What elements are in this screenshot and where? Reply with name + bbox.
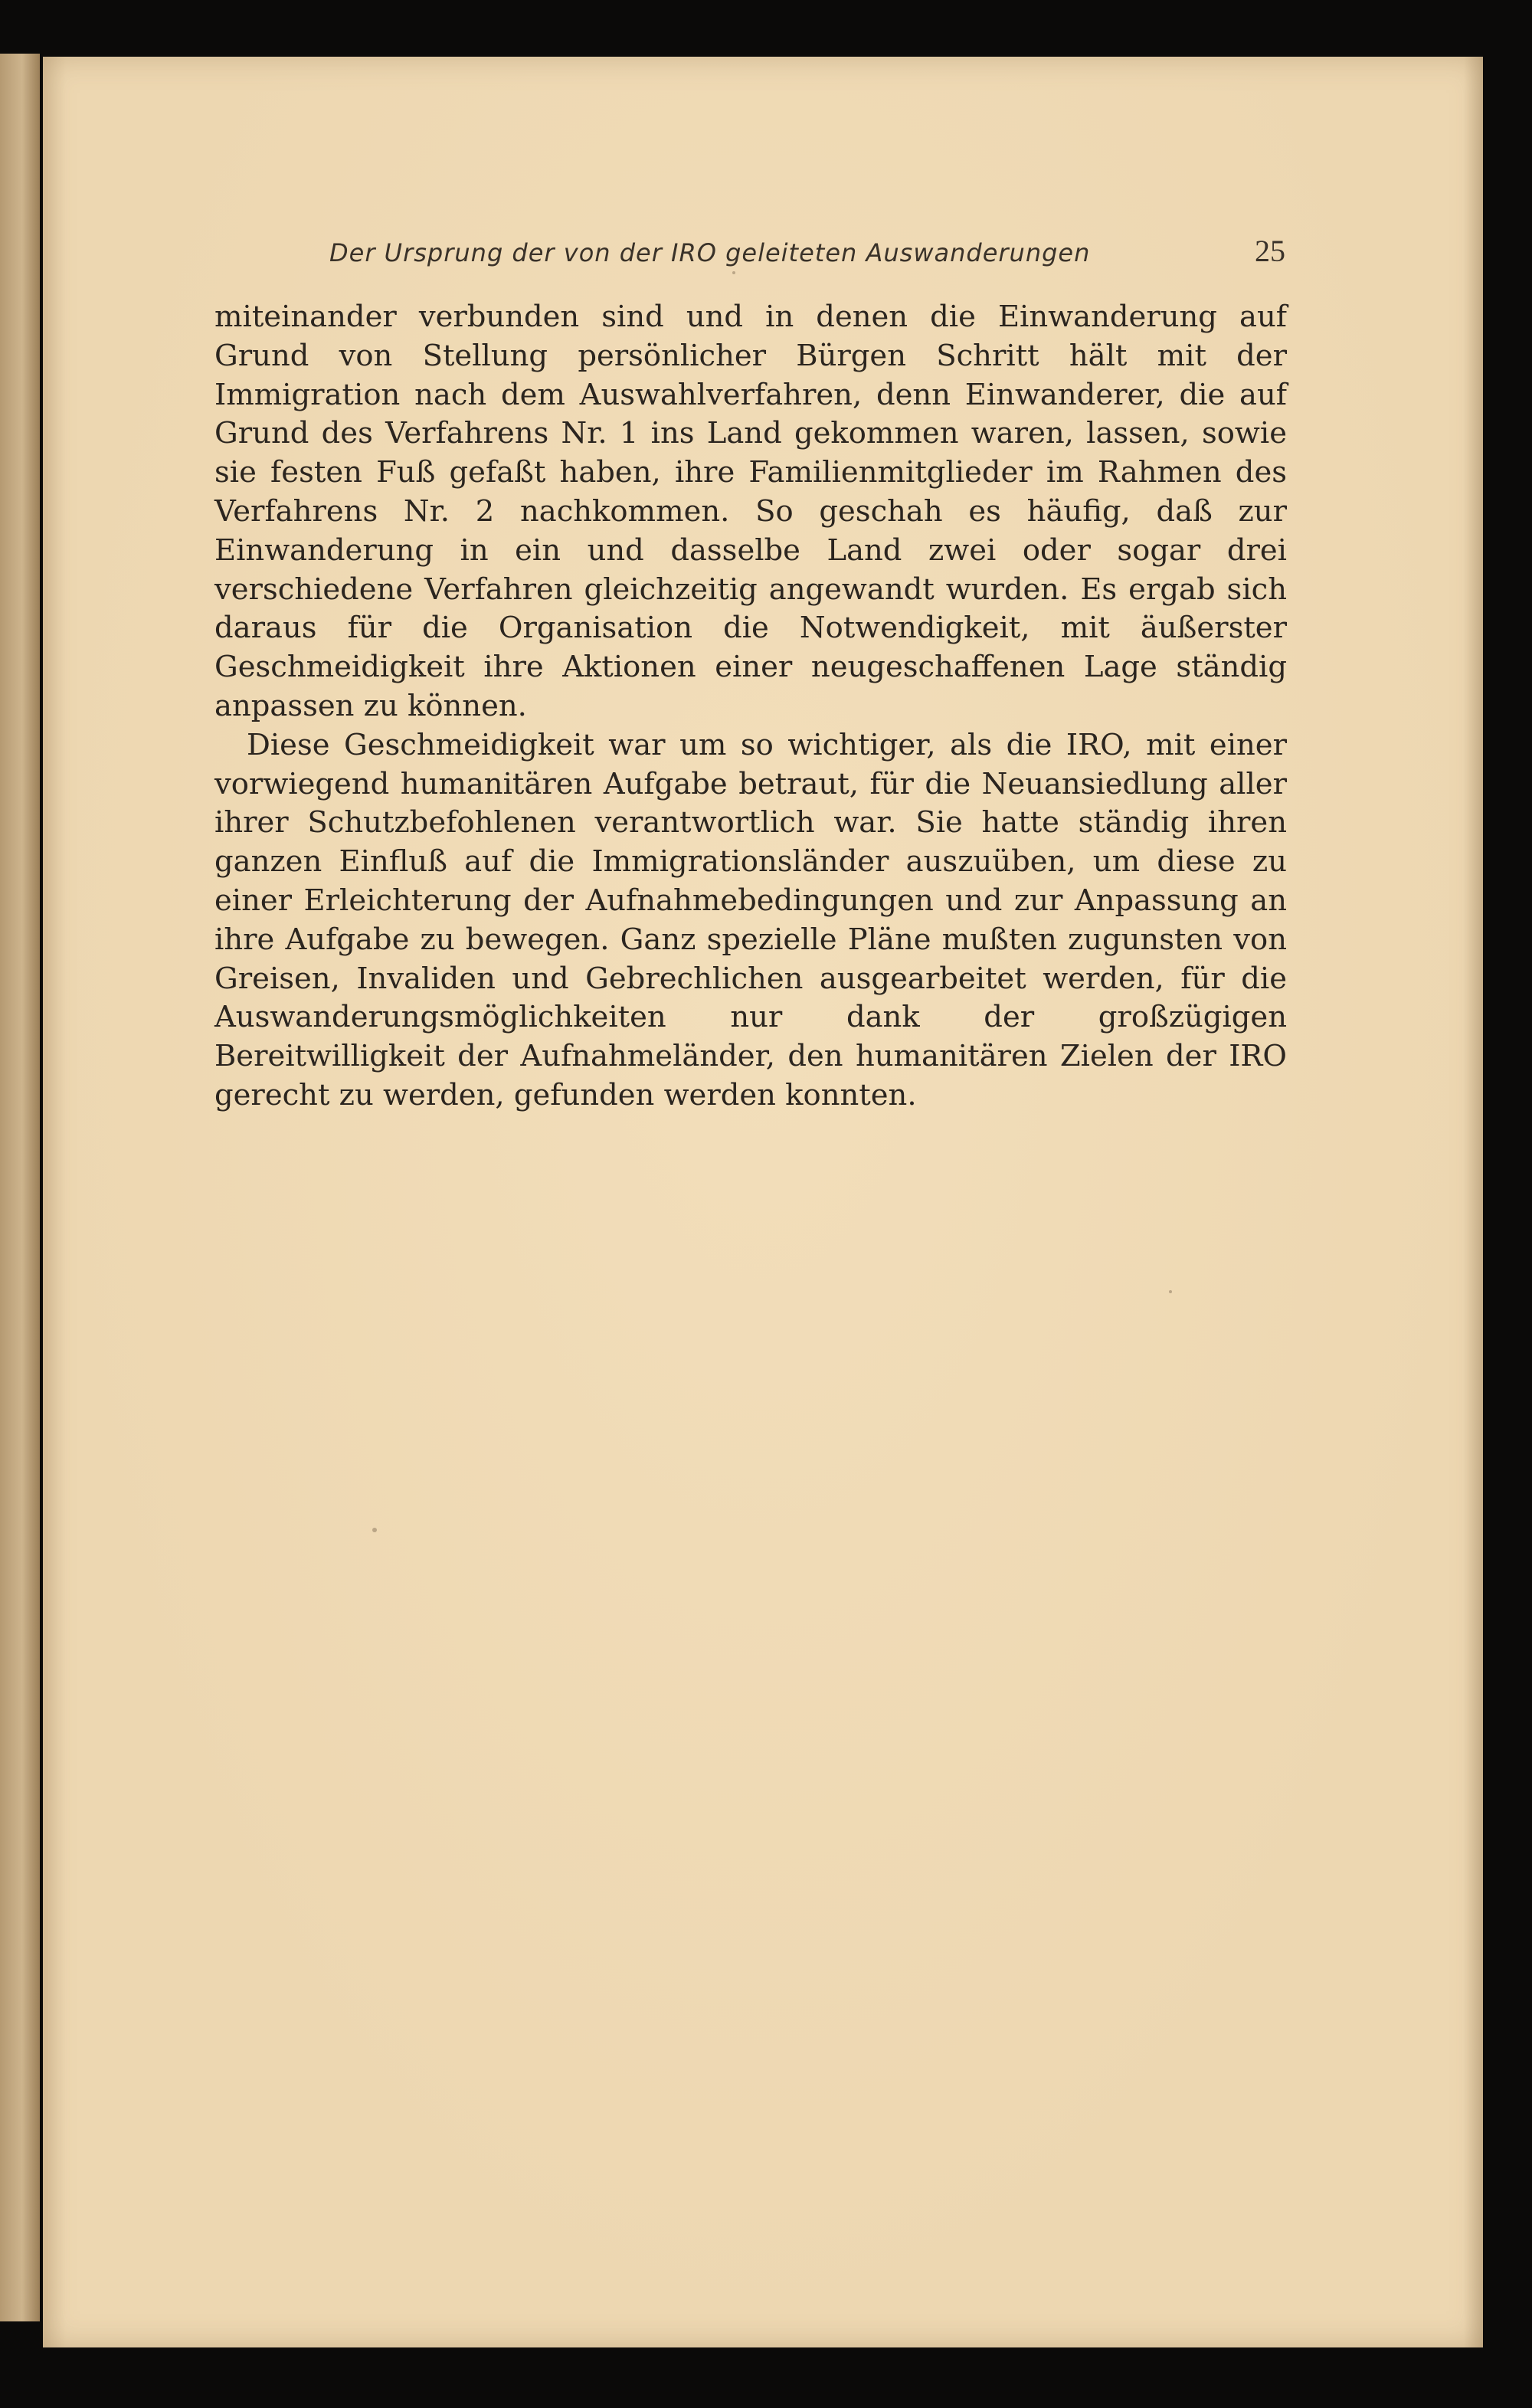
paragraph: Diese Geschmeidigkeit war um so wichtiger, als die IRO, mit einer vorwiegend humanitären Aufgabe betraut, für die Neuansiedlung aller ihrer Schutzbefohlenen verantwortlich war. Sie hatte ständig ihren ganzen Einfluß auf die Immigrationsländer auszuüben, um diese zu einer Erleichterung der Aufnahmebedingungen und zur Anpassung an ihre Aufgabe zu bewegen. Ganz spezielle Pläne mußten zugunsten von Greisen, Invaliden und Gebrechlichen ausgearbeitet werden, für die Auswanderungsmöglichkeiten nur dank der großzügigen Bereitwilligkeit der Aufnahmeländer, den humanitären Zielen der IRO gerecht zu werden, gefunden werden konnten. xyxy=(214,727,1287,1112)
page-number: 25 xyxy=(1255,234,1285,268)
paper-speck xyxy=(1169,1290,1172,1293)
running-title: Der Ursprung der von der IRO geleiteten Auswanderungen xyxy=(329,238,1091,267)
running-head xyxy=(214,233,1287,269)
book-page xyxy=(43,57,1483,2347)
body-text xyxy=(214,298,1287,1116)
paper-speck xyxy=(372,1528,377,1532)
paragraph: miteinander verbunden sind und in denen die Einwanderung auf Grund von Stellung persönlicher Bürgen Schritt hält mit der Immigration nach dem Auswahlverfahren, denn Einwanderer, die auf Grund des Verfahrens Nr. 1 ins Land gekommen waren, lassen, sowie sie festen Fuß gefaßt haben, ihre Familienmitglieder im Rahmen des Verfahrens Nr. 2 nachkommen. So geschah es häufig, daß zur Einwanderung in ein und dasselbe Land zwei oder sogar drei verschiedene Verfahren gleichzeitig angewandt wurden. Es ergab sich daraus für die Organisation die Notwendigkeit, mit äußerster Geschmeidigkeit ihre Aktionen einer neugeschaffenen Lage ständig anpassen zu können. xyxy=(214,300,1287,723)
facing-page-edge xyxy=(0,54,40,2321)
page-content xyxy=(214,233,1287,1116)
